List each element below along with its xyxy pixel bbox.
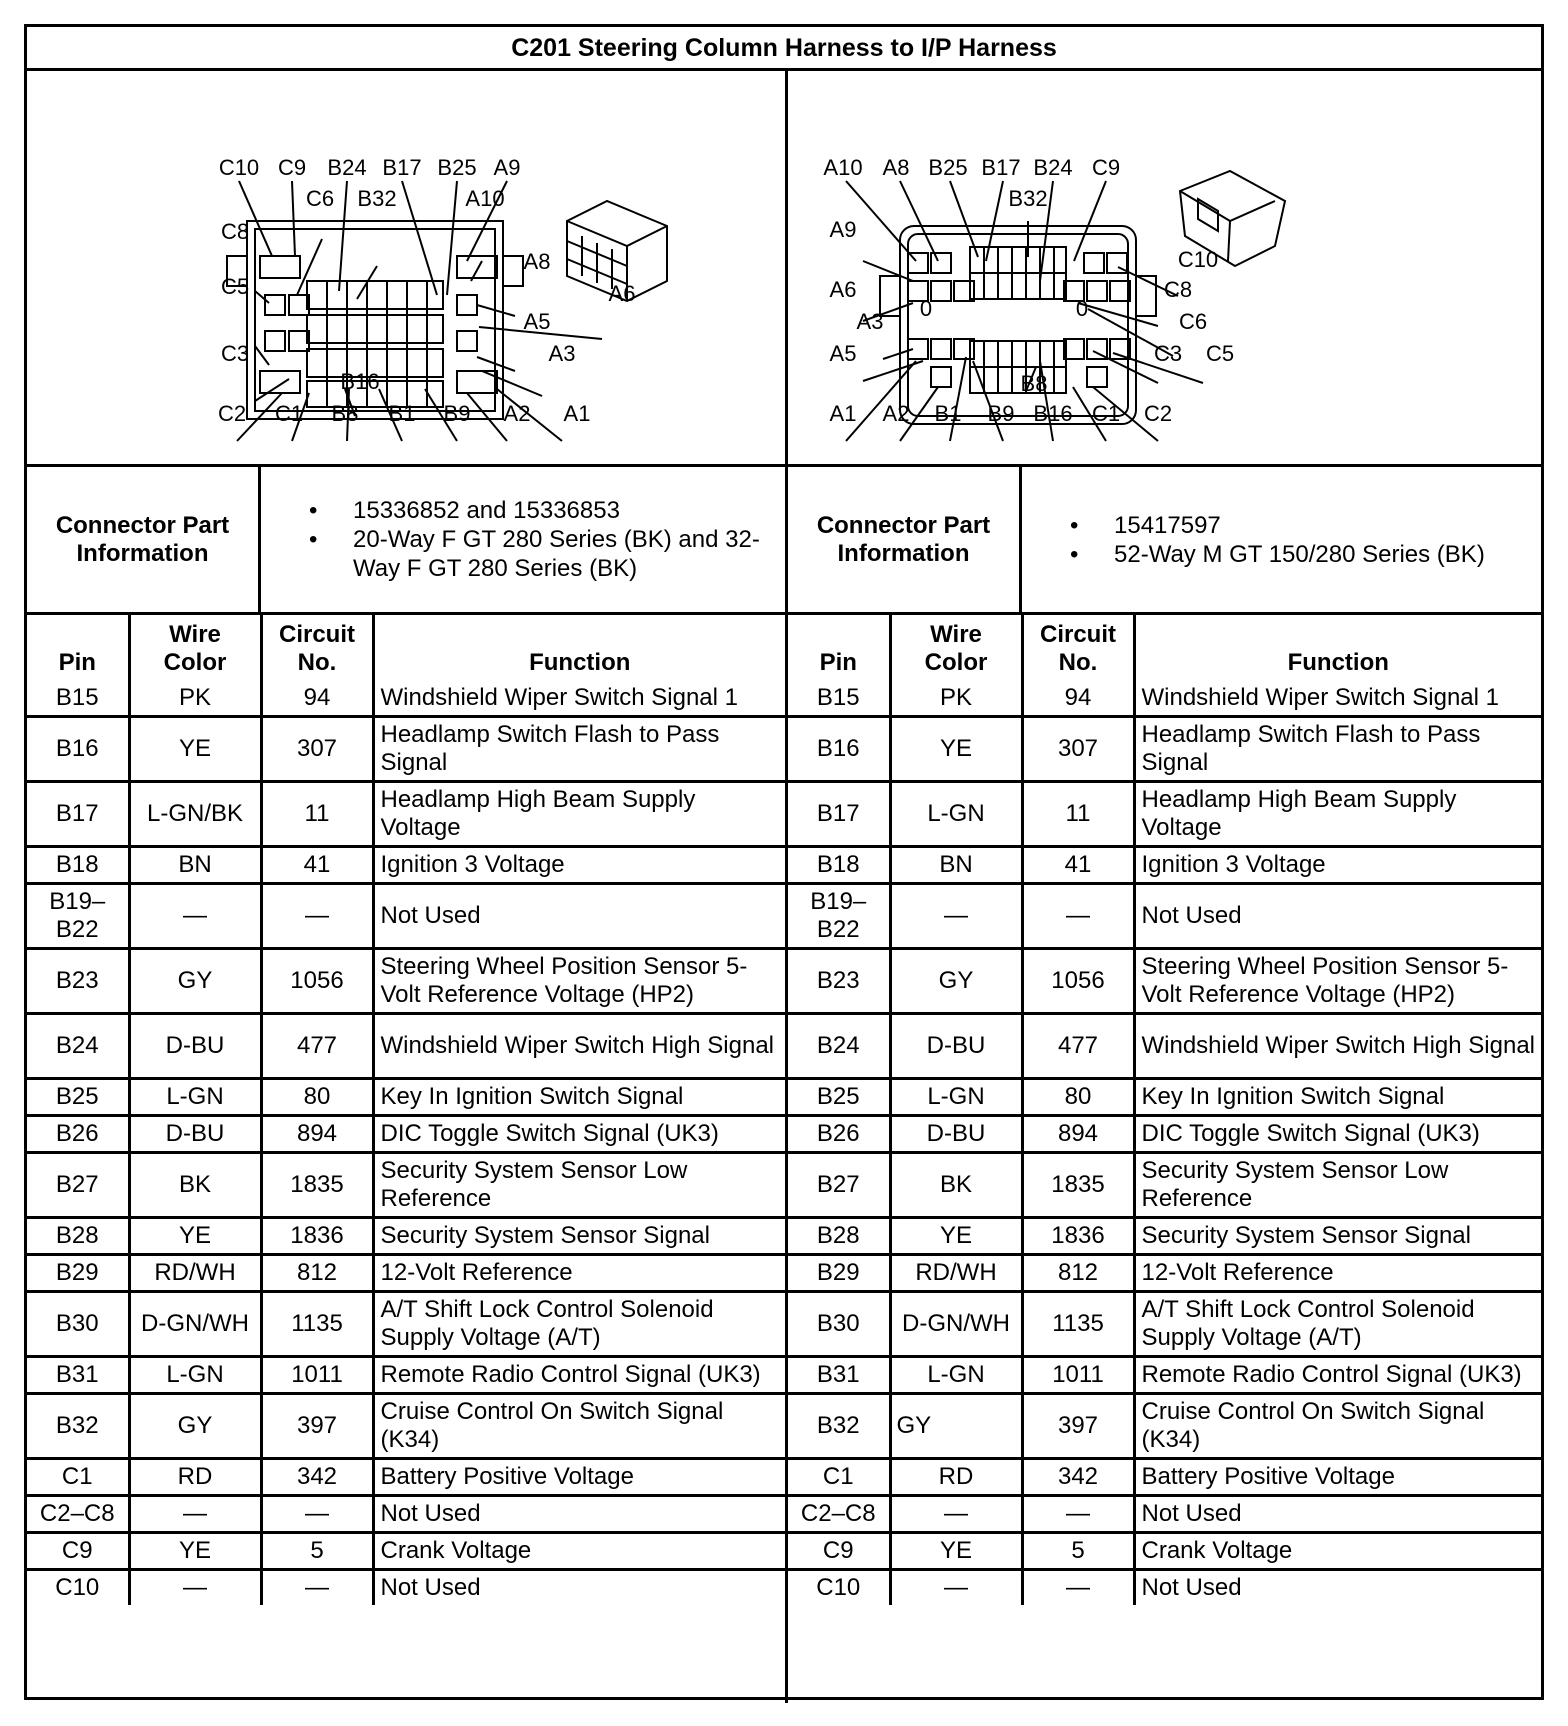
right-connector-diagram: [788, 71, 1541, 467]
table-row: [27, 782, 785, 847]
left-connector-diagram: [27, 71, 785, 467]
circuit-cell: 477: [1022, 1014, 1134, 1079]
circuit-cell: 1011: [261, 1357, 373, 1394]
function-cell: Steering Wheel Position Sensor 5-Volt Reference Voltage (HP2): [1134, 949, 1541, 1014]
right-connector-info: [788, 467, 1541, 615]
wire-color-cell: GY: [129, 949, 261, 1014]
wire-color-cell: D-GN/WH: [129, 1292, 261, 1357]
circuit-cell: 812: [261, 1255, 373, 1292]
table-row: [27, 1255, 785, 1292]
left-connector-drawing: [27, 71, 785, 464]
function-cell: Remote Radio Control Signal (UK3): [373, 1357, 785, 1394]
function-cell: 12-Volt Reference: [373, 1255, 785, 1292]
pin-cell: B26: [788, 1116, 890, 1153]
circuit-cell: —: [261, 1570, 373, 1606]
table-row: [27, 847, 785, 884]
circuit-cell: 894: [1022, 1116, 1134, 1153]
right-part-number: • 15417597: [1022, 511, 1537, 540]
right-label-c1: C1: [1091, 401, 1121, 426]
pin-cell: B29: [27, 1255, 129, 1292]
left-label-a8: A8: [523, 249, 551, 274]
table-row: [788, 1292, 1541, 1357]
function-cell: Key In Ignition Switch Signal: [1134, 1079, 1541, 1116]
circuit-cell: 894: [261, 1116, 373, 1153]
function-cell: Windshield Wiper Switch High Signal: [373, 1014, 785, 1079]
right-label-a6: A6: [829, 277, 857, 302]
right-label-c3: C3: [1153, 341, 1183, 366]
pin-cell: B30: [27, 1292, 129, 1357]
left-header-wire-color: Wire Color: [129, 615, 261, 681]
circuit-cell: 307: [1022, 717, 1134, 782]
function-cell: Security System Sensor Low Reference: [1134, 1153, 1541, 1218]
pin-cell: C10: [27, 1570, 129, 1606]
pin-cell: B32: [27, 1394, 129, 1459]
wire-color-cell: —: [890, 1570, 1022, 1606]
function-cell: Security System Sensor Low Reference: [373, 1153, 785, 1218]
pin-cell: C10: [788, 1570, 890, 1606]
left-label-c5: C5: [220, 274, 250, 299]
wire-color-cell: YE: [890, 1533, 1022, 1570]
pin-cell: B27: [27, 1153, 129, 1218]
circuit-cell: 80: [1022, 1079, 1134, 1116]
left-label-c9: C9: [277, 155, 307, 180]
wire-color-cell: D-BU: [129, 1014, 261, 1079]
circuit-cell: 41: [261, 847, 373, 884]
right-label-b25: B25: [928, 155, 968, 180]
right-label-a9: A9: [829, 217, 857, 242]
table-row: [788, 782, 1541, 847]
pin-cell: B27: [788, 1153, 890, 1218]
circuit-cell: —: [1022, 884, 1134, 949]
pin-cell: B26: [27, 1116, 129, 1153]
left-connector-type: • 20-Way F GT 280 Series (BK) and 32-Way F GT 280 Series (BK): [261, 525, 781, 583]
left-pinout-table: [27, 615, 785, 1605]
left-label-b24: B24: [327, 155, 367, 180]
pin-cell: B18: [788, 847, 890, 884]
table-row: [27, 1570, 785, 1606]
pin-cell: B25: [27, 1079, 129, 1116]
left-label-b25: B25: [437, 155, 477, 180]
right-label-b24: B24: [1033, 155, 1073, 180]
function-cell: Cruise Control On Switch Signal (K34): [1134, 1394, 1541, 1459]
left-label-a6: A6: [608, 281, 636, 306]
left-label-c3: C3: [220, 341, 250, 366]
right-label-c2: C2: [1143, 401, 1173, 426]
table-row: [788, 847, 1541, 884]
table-row: [27, 1014, 785, 1079]
right-label-c5: C5: [1205, 341, 1235, 366]
left-part-number: • 15336852 and 15336853: [261, 496, 781, 525]
function-cell: Windshield Wiper Switch High Signal: [1134, 1014, 1541, 1079]
pin-cell: B31: [788, 1357, 890, 1394]
pin-cell: B28: [27, 1218, 129, 1255]
right-zero-mark-left: 0: [919, 296, 933, 321]
function-cell: Ignition 3 Voltage: [373, 847, 785, 884]
right-label-c10: C10: [1177, 247, 1219, 272]
table-row: [788, 949, 1541, 1014]
right-header-function: Function: [1134, 615, 1541, 681]
circuit-cell: 812: [1022, 1255, 1134, 1292]
sheet-title: C201 Steering Column Harness to I/P Harness: [27, 27, 1541, 71]
function-cell: Not Used: [1134, 1570, 1541, 1606]
table-row: [27, 1459, 785, 1496]
function-cell: Key In Ignition Switch Signal: [373, 1079, 785, 1116]
circuit-cell: —: [261, 1496, 373, 1533]
circuit-cell: 5: [1022, 1533, 1134, 1570]
circuit-cell: 1835: [261, 1153, 373, 1218]
pin-cell: B23: [27, 949, 129, 1014]
wire-color-cell: L-GN: [129, 1357, 261, 1394]
table-row: [27, 1218, 785, 1255]
right-header-pin: Pin: [788, 615, 890, 681]
pin-cell: C2–C8: [788, 1496, 890, 1533]
left-label-b8: B8: [331, 401, 359, 426]
pin-cell: B16: [27, 717, 129, 782]
circuit-cell: 1011: [1022, 1357, 1134, 1394]
table-row: [788, 1570, 1541, 1606]
wire-color-cell: RD/WH: [890, 1255, 1022, 1292]
left-header-pin: Pin: [27, 615, 129, 681]
table-row: [27, 1292, 785, 1357]
table-row: [788, 1496, 1541, 1533]
function-cell: Battery Positive Voltage: [1134, 1459, 1541, 1496]
table-row: [788, 1079, 1541, 1116]
table-row: [788, 884, 1541, 949]
right-label-c8: C8: [1163, 277, 1193, 302]
pin-cell: B31: [27, 1357, 129, 1394]
table-row: [788, 1218, 1541, 1255]
right-label-b1: B1: [934, 401, 962, 426]
left-label-c10: C10: [218, 155, 260, 180]
right-label-a3: A3: [856, 309, 884, 334]
table-row: [788, 1116, 1541, 1153]
circuit-cell: 1135: [261, 1292, 373, 1357]
left-connector-info: [27, 467, 785, 615]
wire-color-cell: L-GN: [890, 1079, 1022, 1116]
right-zero-mark-right: 0: [1075, 296, 1089, 321]
circuit-cell: 1836: [261, 1218, 373, 1255]
wire-color-cell: L-GN/BK: [129, 782, 261, 847]
circuit-cell: 94: [1022, 681, 1134, 717]
circuit-cell: 1835: [1022, 1153, 1134, 1218]
wire-color-cell: RD: [890, 1459, 1022, 1496]
wire-color-cell: BK: [890, 1153, 1022, 1218]
pin-cell: C9: [27, 1533, 129, 1570]
circuit-cell: 94: [261, 681, 373, 717]
table-row: [27, 1496, 785, 1533]
left-header-function: Function: [373, 615, 785, 681]
circuit-cell: 80: [261, 1079, 373, 1116]
circuit-cell: —: [1022, 1570, 1134, 1606]
left-label-a5: A5: [523, 309, 551, 334]
wire-color-cell: —: [890, 1496, 1022, 1533]
pin-cell: B28: [788, 1218, 890, 1255]
right-label-c9: C9: [1091, 155, 1121, 180]
right-header-circuit-no: Circuit No.: [1022, 615, 1134, 681]
pin-cell: B19–B22: [27, 884, 129, 949]
pin-cell: B15: [788, 681, 890, 717]
left-label-c1: C1: [274, 401, 304, 426]
right-connector-info-list: [1022, 467, 1537, 612]
wire-color-cell: —: [129, 884, 261, 949]
table-row: [788, 1255, 1541, 1292]
right-label-a8: A8: [882, 155, 910, 180]
wire-color-cell: —: [129, 1496, 261, 1533]
wire-color-cell: RD/WH: [129, 1255, 261, 1292]
right-table-header: [788, 615, 1541, 681]
left-table-header: [27, 615, 785, 681]
pin-cell: B17: [27, 782, 129, 847]
right-connector-drawing: [788, 71, 1541, 464]
pin-cell: C1: [788, 1459, 890, 1496]
circuit-cell: 342: [261, 1459, 373, 1496]
pin-cell: C1: [27, 1459, 129, 1496]
left-label-b16: B16: [340, 369, 380, 394]
left-header-circuit-no: Circuit No.: [261, 615, 373, 681]
right-connector-type: • 52-Way M GT 150/280 Series (BK): [1022, 540, 1537, 569]
circuit-cell: 11: [1022, 782, 1134, 847]
circuit-cell: 1056: [261, 949, 373, 1014]
circuit-cell: 1056: [1022, 949, 1134, 1014]
table-row: [788, 1153, 1541, 1218]
pin-cell: B19–B22: [788, 884, 890, 949]
pinout-sheet: [24, 24, 1544, 1700]
function-cell: A/T Shift Lock Control Solenoid Supply Voltage (A/T): [373, 1292, 785, 1357]
right-label-a2: A2: [882, 401, 910, 426]
left-label-a1: A1: [563, 401, 591, 426]
wire-color-cell: D-BU: [129, 1116, 261, 1153]
right-label-a5: A5: [829, 341, 857, 366]
circuit-cell: 5: [261, 1533, 373, 1570]
pin-cell: B18: [27, 847, 129, 884]
table-row: [27, 1394, 785, 1459]
wire-color-cell: BN: [129, 847, 261, 884]
left-label-b17: B17: [382, 155, 422, 180]
table-row: [788, 1459, 1541, 1496]
function-cell: DIC Toggle Switch Signal (UK3): [373, 1116, 785, 1153]
function-cell: Windshield Wiper Switch Signal 1: [373, 681, 785, 717]
left-label-b32: B32: [357, 186, 397, 211]
function-cell: Battery Positive Voltage: [373, 1459, 785, 1496]
table-row: [27, 717, 785, 782]
wire-color-cell: BN: [890, 847, 1022, 884]
table-row: [788, 1014, 1541, 1079]
table-row: [788, 1357, 1541, 1394]
wire-color-cell: L-GN: [890, 782, 1022, 847]
circuit-cell: 11: [261, 782, 373, 847]
function-cell: DIC Toggle Switch Signal (UK3): [1134, 1116, 1541, 1153]
function-cell: Security System Sensor Signal: [373, 1218, 785, 1255]
table-row: [788, 1533, 1541, 1570]
function-cell: Security System Sensor Signal: [1134, 1218, 1541, 1255]
function-cell: Crank Voltage: [373, 1533, 785, 1570]
wire-color-cell: L-GN: [890, 1357, 1022, 1394]
wire-color-cell: D-BU: [890, 1116, 1022, 1153]
circuit-cell: 477: [261, 1014, 373, 1079]
function-cell: Headlamp Switch Flash to Pass Signal: [373, 717, 785, 782]
wire-color-cell: GY: [129, 1394, 261, 1459]
pin-cell: B17: [788, 782, 890, 847]
pin-cell: B29: [788, 1255, 890, 1292]
wire-color-cell: GY: [890, 1394, 1022, 1459]
left-connector-info-list: [261, 467, 781, 612]
left-label-c6: C6: [305, 186, 335, 211]
table-row: [788, 1394, 1541, 1459]
wire-color-cell: —: [129, 1570, 261, 1606]
wire-color-cell: YE: [890, 717, 1022, 782]
circuit-cell: 307: [261, 717, 373, 782]
function-cell: Steering Wheel Position Sensor 5-Volt Reference Voltage (HP2): [373, 949, 785, 1014]
pin-cell: B16: [788, 717, 890, 782]
circuit-cell: 41: [1022, 847, 1134, 884]
pin-cell: C2–C8: [27, 1496, 129, 1533]
wire-color-cell: L-GN: [129, 1079, 261, 1116]
table-row: [27, 1153, 785, 1218]
left-label-a2: A2: [503, 401, 531, 426]
table-row: [788, 717, 1541, 782]
right-label-b17: B17: [981, 155, 1021, 180]
right-label-a10: A10: [823, 155, 863, 180]
circuit-cell: 397: [261, 1394, 373, 1459]
function-cell: Crank Voltage: [1134, 1533, 1541, 1570]
wire-color-cell: BK: [129, 1153, 261, 1218]
left-connector-label: Connector Part Information: [27, 467, 261, 612]
right-connector-label: Connector Part Information: [788, 467, 1022, 612]
function-cell: Headlamp Switch Flash to Pass Signal: [1134, 717, 1541, 782]
right-label-b32: B32: [1008, 186, 1048, 211]
right-label-b8: B8: [1020, 371, 1048, 396]
circuit-cell: 397: [1022, 1394, 1134, 1459]
pin-cell: B30: [788, 1292, 890, 1357]
function-cell: A/T Shift Lock Control Solenoid Supply Voltage (A/T): [1134, 1292, 1541, 1357]
function-cell: Not Used: [373, 884, 785, 949]
table-row: [27, 1079, 785, 1116]
function-cell: 12-Volt Reference: [1134, 1255, 1541, 1292]
right-label-a1: A1: [829, 401, 857, 426]
function-cell: Not Used: [373, 1496, 785, 1533]
left-label-a9: A9: [493, 155, 521, 180]
right-label-b9: B9: [987, 401, 1015, 426]
table-row: [27, 681, 785, 717]
function-cell: Not Used: [1134, 1496, 1541, 1533]
pin-cell: B23: [788, 949, 890, 1014]
right-label-b16: B16: [1033, 401, 1073, 426]
circuit-cell: 1135: [1022, 1292, 1134, 1357]
pin-cell: B15: [27, 681, 129, 717]
wire-color-cell: GY: [890, 949, 1022, 1014]
left-label-c2: C2: [217, 401, 247, 426]
left-label-a10: A10: [465, 186, 505, 211]
wire-color-cell: —: [890, 884, 1022, 949]
table-row: [27, 1357, 785, 1394]
function-cell: Not Used: [373, 1570, 785, 1606]
right-pinout-table: [788, 615, 1541, 1605]
circuit-cell: —: [1022, 1496, 1134, 1533]
pin-cell: B24: [27, 1014, 129, 1079]
table-row: [788, 681, 1541, 717]
function-cell: Headlamp High Beam Supply Voltage: [1134, 782, 1541, 847]
wire-color-cell: YE: [129, 1533, 261, 1570]
table-row: [27, 884, 785, 949]
left-label-b1: B1: [388, 401, 416, 426]
right-header-wire-color: Wire Color: [890, 615, 1022, 681]
wire-color-cell: YE: [129, 1218, 261, 1255]
left-label-a3: A3: [548, 341, 576, 366]
function-cell: Not Used: [1134, 884, 1541, 949]
table-row: [27, 949, 785, 1014]
wire-color-cell: PK: [890, 681, 1022, 717]
left-label-b9: B9: [443, 401, 471, 426]
wire-color-cell: YE: [129, 717, 261, 782]
pin-cell: B32: [788, 1394, 890, 1459]
table-row: [27, 1116, 785, 1153]
wire-color-cell: PK: [129, 681, 261, 717]
function-cell: Ignition 3 Voltage: [1134, 847, 1541, 884]
circuit-cell: —: [261, 884, 373, 949]
wire-color-cell: D-BU: [890, 1014, 1022, 1079]
wire-color-cell: YE: [890, 1218, 1022, 1255]
circuit-cell: 342: [1022, 1459, 1134, 1496]
wire-color-cell: RD: [129, 1459, 261, 1496]
right-label-c6: C6: [1178, 309, 1208, 334]
function-cell: Headlamp High Beam Supply Voltage: [373, 782, 785, 847]
function-cell: Cruise Control On Switch Signal (K34): [373, 1394, 785, 1459]
left-label-c8: C8: [220, 219, 250, 244]
wire-color-cell: D-GN/WH: [890, 1292, 1022, 1357]
function-cell: Windshield Wiper Switch Signal 1: [1134, 681, 1541, 717]
circuit-cell: 1836: [1022, 1218, 1134, 1255]
pin-cell: B25: [788, 1079, 890, 1116]
table-row: [27, 1533, 785, 1570]
function-cell: Remote Radio Control Signal (UK3): [1134, 1357, 1541, 1394]
pin-cell: C9: [788, 1533, 890, 1570]
pin-cell: B24: [788, 1014, 890, 1079]
